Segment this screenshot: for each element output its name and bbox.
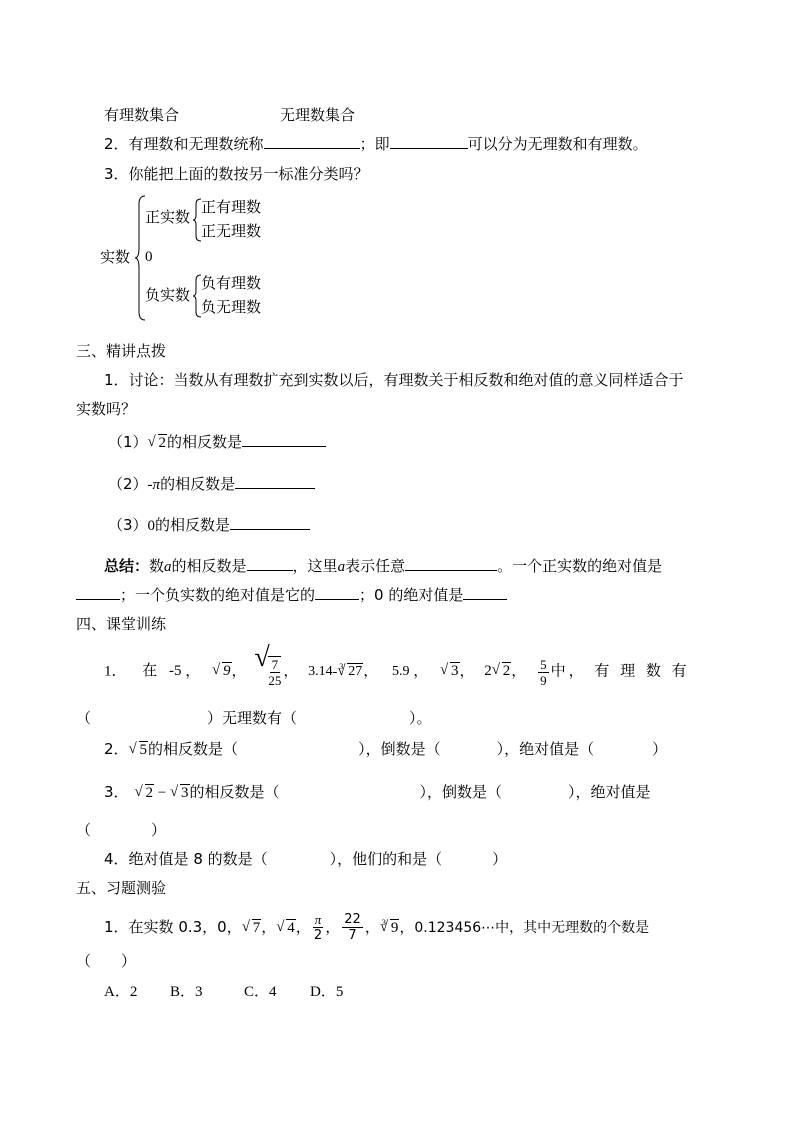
question-text: ），绝对值是（: [496, 740, 595, 758]
item-1: [108, 432, 326, 453]
question-text: ；即: [359, 135, 390, 153]
fraction: $\frac{5}{9}$: [540, 656, 547, 688]
paren: （: [76, 709, 92, 727]
summary-line-2: [76, 585, 507, 605]
paren: ）: [652, 740, 668, 758]
summary-text: ；一个负实数的绝对值是它的: [120, 586, 316, 604]
sqrt-expression: √ 5: [129, 740, 149, 760]
fraction: $\frac{22}{7}$: [344, 912, 361, 943]
cube-root-expression: √ 3 27: [337, 662, 363, 682]
answer-blank[interactable]: [76, 585, 120, 600]
item-text: 的相反数是: [167, 433, 243, 451]
summary-text: 数: [149, 557, 165, 575]
math-value: 3.14: [308, 664, 333, 680]
summary-text: ，这里: [292, 557, 338, 575]
quiz-q1-options: [104, 982, 343, 1002]
question-text: 绝对值是 8 的数是（: [128, 850, 268, 868]
irrational-set-label: 无理数集合: [280, 106, 356, 124]
training-q1-line1: 1． 在 -5 ， √ 9， √ $\frac{7}{25}$ ， 3.14- √ 3 27， 5.9 ， √ 3， 2√ 2， $\frac{5}{9}$ 中， 有 理 数 有: [104, 656, 690, 688]
sqrt-expression: √ 3: [170, 783, 190, 803]
variable-a: a: [337, 559, 346, 575]
question-number: 3．: [104, 165, 129, 183]
paren: ）: [492, 850, 508, 868]
summary-label: 总结：: [104, 557, 150, 575]
training-q3: 3．√ 2 − √ 3的相反数是（ ），倒数是（ ），绝对值是: [104, 782, 651, 803]
answer-blank[interactable]: [230, 515, 310, 530]
option-a[interactable]: A．2: [104, 984, 138, 1000]
answer-blank[interactable]: [463, 585, 507, 600]
training-q1-line2: [76, 708, 432, 728]
section-5-heading: 五、习题测验: [76, 879, 167, 897]
negative-rational-label: 负有理数: [201, 274, 262, 292]
training-q3-line2: （ ）: [76, 821, 167, 839]
fraction: $\frac{\pi}{2}$: [313, 912, 323, 943]
sqrt-expression: √ 2: [492, 661, 512, 681]
math-expression: 0: [147, 518, 156, 534]
positive-rational-label: 正有理数: [201, 198, 262, 216]
training-q2: [104, 739, 667, 760]
positive-real-label: 正实数: [145, 208, 191, 226]
positive-irrational-label: 正无理数: [201, 222, 262, 240]
question-text: ），绝对值是: [568, 783, 651, 801]
question-number: 1．: [104, 663, 127, 680]
summary-text: ；0 的绝对值是: [359, 586, 464, 604]
question-text: 有理数和无理数统称: [128, 135, 264, 153]
rational-set-label: 有理数集合: [104, 106, 180, 124]
sqrt-fraction: √ $\frac{7}{25}$: [254, 642, 282, 688]
sqrt-expression: √ 2: [148, 433, 168, 453]
question-2-intro: [104, 134, 648, 154]
summary-text: 。一个正实数的绝对值是: [497, 557, 663, 575]
question-text: 可以分为无理数和有理数。: [467, 135, 648, 153]
question-text: ），倒数是（: [358, 740, 441, 758]
training-q4: [104, 849, 507, 869]
question-text: 的相反数是（: [148, 740, 239, 758]
summary-text: 表示任意: [345, 557, 406, 575]
question-number: 2．: [104, 740, 129, 758]
sqrt-expression: √ 3: [440, 661, 460, 681]
option-c[interactable]: C．4: [244, 984, 277, 1000]
item-number: （2）: [108, 475, 148, 493]
section-3-heading: 三、精讲点拨: [76, 342, 167, 360]
item-2: [108, 474, 315, 495]
item-3: [108, 515, 310, 536]
sqrt-expression: √ 9: [212, 661, 232, 681]
answer-blank[interactable]: [242, 432, 326, 447]
question-text: 0.123456⋯中，其中无理数的个数是: [414, 920, 650, 936]
cube-root-expression: √ 3 9: [380, 918, 400, 938]
discussion-line-1: 1．讨论：当数从有理数扩充到实数以后，有理数关于相反数和绝对值的意义同样适合于: [104, 371, 684, 389]
sqrt-expression: √ 2: [135, 783, 155, 803]
negative-irrational-label: 负无理数: [201, 298, 262, 316]
sqrt-expression: √ 7: [242, 918, 262, 938]
section-4-heading: 四、课堂训练: [76, 615, 167, 633]
paren: ）。: [409, 709, 432, 727]
question-text: 的相反数是（: [189, 783, 280, 801]
answer-blank[interactable]: [235, 474, 315, 489]
option-b[interactable]: B．3: [170, 984, 203, 1000]
answer-blank[interactable]: [390, 134, 468, 149]
discussion-line-2: 实数吗？: [76, 400, 137, 418]
question-3-intro: [104, 164, 369, 184]
question-number: 2．: [104, 135, 129, 153]
quiz-q1-line1: 1．在实数 0.3，0，√ 7，√ 4， $\frac{\pi}{2}$ ， $\frac{22}{7}$ ， √ 3 9，0.123456⋯中，其中无理数的个数是: [104, 912, 649, 943]
variable-a: a: [164, 559, 172, 575]
item-text: 的相反数是: [155, 516, 231, 534]
quiz-q1-paren[interactable]: （ ）: [76, 952, 137, 970]
real-number-label: 实数: [100, 248, 131, 266]
item-number: （1）: [108, 433, 148, 451]
question-text: 在实数 0.3，0，: [128, 918, 242, 936]
question-number: 3．: [104, 783, 129, 801]
item-text: 的相反数是: [160, 475, 236, 493]
question-text: ）无理数有（: [207, 709, 298, 727]
item-number: （3）: [108, 516, 148, 534]
math-value: -5: [169, 663, 182, 680]
question-text: 你能把上面的数按另一标准分类吗？: [128, 165, 369, 183]
summary-text: 的相反数是: [171, 557, 247, 575]
summary-line-1: [104, 556, 662, 577]
question-text: 中， 有 理 数 有: [550, 661, 690, 680]
question-number: 1．: [104, 918, 129, 936]
zero-label: 0: [145, 249, 153, 265]
sqrt-expression: √ 4: [276, 918, 296, 938]
option-d[interactable]: D．5: [310, 984, 344, 1000]
negative-real-label: 负实数: [145, 286, 191, 304]
answer-blank[interactable]: [315, 585, 359, 600]
math-expression: -π: [147, 477, 161, 493]
question-text: 在: [142, 663, 158, 680]
answer-blank[interactable]: [405, 556, 497, 571]
answer-blank[interactable]: [264, 134, 360, 149]
question-text: ），他们的和是（: [329, 850, 443, 868]
answer-blank[interactable]: [247, 556, 293, 571]
question-text: ），倒数是（: [419, 783, 503, 801]
math-value: 5.9: [392, 664, 410, 680]
math-value: 2: [484, 663, 492, 680]
question-number: 4．: [104, 850, 129, 868]
